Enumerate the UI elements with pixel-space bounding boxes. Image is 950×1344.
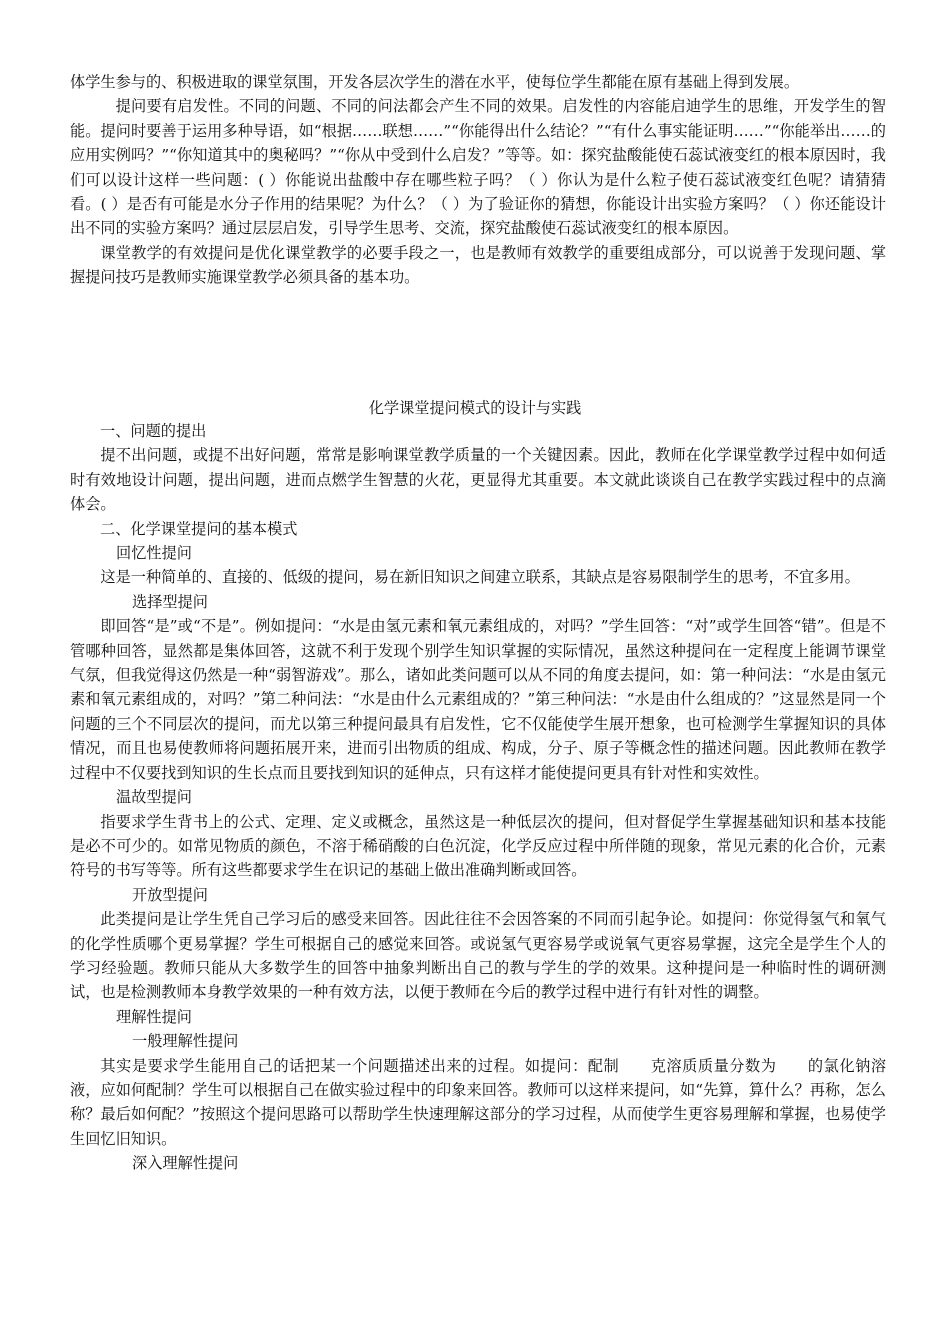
paragraph: 即回答“是”或“不是”。例如提问：“水是由氢元素和氧元素组成的，对吗？”学生回答：“对”或学生回答“错”。但是不管哪种回答，显然都是集体回答，这就不利于发现个别学生知识掌握的实际情况，虽然这种提问在一定程度上能调节课堂气氛，但我觉得这仍然是一种“弱智游戏”。那么，诸如此类问题可以从不同的角度去提问，如：第一种问法：“水是由氢元素和氧元素组成的，对吗？”第二种问法：“水是由什么元素组成的？”第三种问法：“水是由什么组成的？”这显然是同一个问题的三个不同层次的提问，而尤以第三种提问最具有启发性，它不仅能使学生展开想象，也可检测学生掌握知识的具体情况，而且也易使教师将问题拓展开来，进而引出物质的组成、构成，分子、原子等概念性的描述问题。因此教师在教学过程中不仅要找到知识的生长点而且要找到知识的延伸点，只有这样才能使提问更具有针对性和实效性。 [70,617,886,782]
subsection-heading: 温故型提问 [116,788,192,807]
article-body [70,419,886,1176]
paragraph: 这是一种简单的、直接的、低级的提问，易在新旧知识之间建立联系，其缺点是容易限制学生的思考，不宜多用。 [100,568,860,587]
subsection-heading: 开放型提问 [132,885,208,904]
paragraph: 课堂教学的有效提问是优化课堂教学的必要手段之一，也是教师有效教学的重要组成部分，可以说善于发现问题、掌握提问技巧是教师实施课堂教学必须具备的基本功。 [70,243,886,287]
section-heading: 二、化学课堂提问的基本模式 [100,519,298,538]
subsection-heading: 理解性提问 [116,1007,192,1026]
paragraph: 指要求学生背书上的公式、定理、定义或概念，虽然这是一种低层次的提问，但对督促学生掌握基础知识和基本技能是必不可少的。如常见物质的颜色，不溶于稀硝酸的白色沉淀，化学反应过程中所伴随的现象，常见元素的化合价，元素符号的书写等等。所有这些都要求学生在识记的基础上做出准确判断或回答。 [70,812,886,880]
previous-article-ending [70,70,886,290]
section-heading: 一、问题的提出 [100,422,207,440]
subsection-heading: 一般理解性提问 [132,1032,239,1051]
subsection-heading: 深入理解性提问 [132,1154,239,1173]
article-title: 化学课堂提问模式的设计与实践 [368,399,582,417]
subsection-heading: 选择型提问 [132,592,208,611]
paragraph: 体学生参与的、积极进取的课堂氛围，开发各层次学生的潜在水平，使每位学生都能在原有基础上得到发展。 [70,73,799,91]
paragraph: 此类提问是让学生凭自己学习后的感受来回答。因此往往不会因答案的不同而引起争论。如提问：你觉得氢气和氧气的化学性质哪个更易掌握？学生可根据自己的感觉来回答。或说氢气更容易学或说氧气更容易掌握，这完全是学生个人的学习经验题。教师只能从大多数学生的回答中抽象判断出自己的教与学生的学的效果。这种提问是一种临时性的调研测试，也是检测教师本身教学效果的一种有效方法，以便于教师在今后的教学过程中进行有针对性的调整。 [70,910,886,1002]
paragraph: 其实是要求学生能用自己的话把某一个问题描述出来的过程。如提问：配制 克溶质质量分数为 的氯化钠溶液，应如何配制？学生可以根据自己在做实验过程中的印象来回答。教师可以这样来提问，如“先算，算什么？再称，怎么称？最后如何配？”按照这个提问思路可以帮助学生快速理解这部分的学习过程，从而使学生更容易理解和掌握，也易使学生回忆旧知识。 [70,1056,886,1148]
subsection-heading: 回忆性提问 [116,544,192,563]
paragraph: 提问要有启发性。不同的问题、不同的问法都会产生不同的效果。启发性的内容能启迪学生的思维，开发学生的智能。提问时要善于运用多种导语，如“根据……联想……”“你能得出什么结论？”“有什么事实能证明……”“你能举出……的应用实例吗？”“你知道其中的奥秘吗？”“你从中受到什么启发？”等等。如：探究盐酸能使石蕊试液变红的根本原因时，我们可以设计这样一些问题：( ）你能说出盐酸中存在哪些粒子吗？（ ）你认为是什么粒子使石蕊试液变红色呢？请猜猜看。( ）是否有可能是水分子作用的结果呢？为什么？（ ）为了验证你的猜想，你能设计出实验方案吗？（ ）你还能设计出不同的实验方案吗？通过层层启发，引导学生思考、交流，探究盐酸使石蕊试液变红的根本原因。 [70,97,886,238]
paragraph: 提不出问题，或提不出好问题，常常是影响课堂教学质量的一个关键因素。因此，教师在化学课堂教学过程中如何适时有效地设计问题，提出问题，进而点燃学生智慧的火花，更显得尤其重要。本文就此谈谈自己在教学实践过程中的点滴体会。 [70,446,886,514]
